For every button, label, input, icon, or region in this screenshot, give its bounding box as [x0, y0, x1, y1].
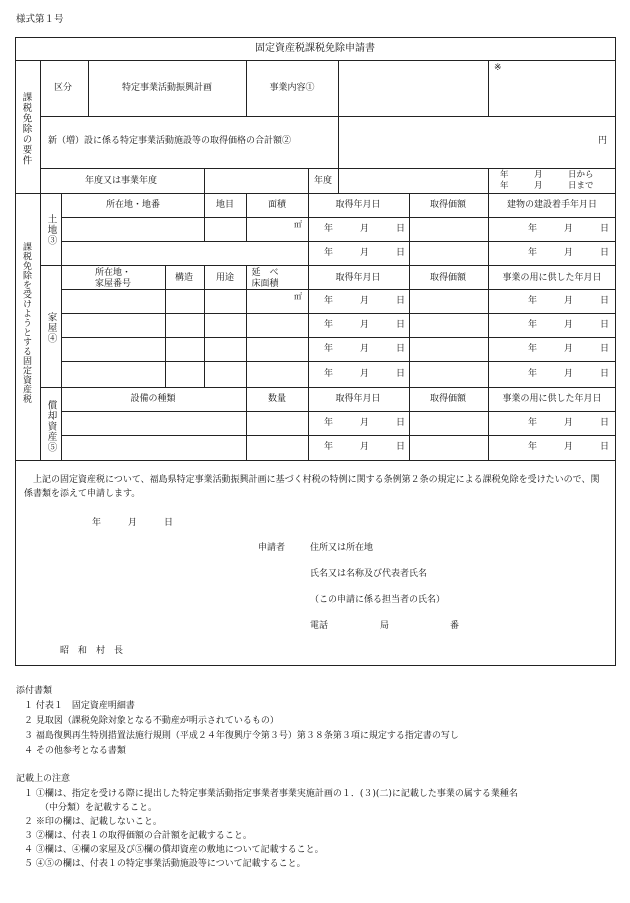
land-header-area: 面積: [267, 200, 287, 210]
requirements-section-label: 課税免除の要件: [20, 92, 32, 166]
date-placeholder: 年 月 日: [528, 442, 610, 452]
applicant-phone: 電話: [310, 621, 329, 631]
house-header-floor-area: [251, 268, 278, 290]
period-to: 年 月 日まで: [500, 181, 594, 191]
form-number: 様式第１号: [16, 14, 64, 25]
house-label: 家屋④: [45, 312, 57, 344]
business-content-field[interactable]: [342, 64, 484, 112]
attachment-item: １ 付表１ 固定資産明細書: [24, 701, 135, 711]
official-use-mark: ※: [494, 63, 502, 73]
house-header-location-text: 所在地・ 家屋番号: [94, 268, 132, 289]
form-title: 固定資産税課税免除申請書: [255, 43, 375, 54]
date-placeholder: 年 月 日: [324, 224, 406, 234]
depr-header-acq-date: 取得年月日: [335, 394, 381, 404]
category-label: 区分: [53, 83, 73, 93]
date-placeholder: 年 月 日: [324, 418, 406, 428]
date-placeholder: 年 月 日: [324, 248, 406, 258]
land-label: 土地③: [45, 214, 57, 246]
depreciable-label: 償却資産⑤: [45, 400, 57, 453]
date-placeholder: 年 月 日: [324, 442, 406, 452]
notes-title: 記載上の注意: [16, 774, 71, 784]
attachment-item: ２ 見取図（課税免除対象となる不動産が明示されているもの）: [24, 716, 279, 726]
date-placeholder: 年 月 日: [528, 248, 610, 258]
applicant-phone-exchange: 局: [380, 621, 390, 631]
note-item: （中分類）を記載すること。: [40, 803, 158, 813]
application-date: 年 月 日: [92, 518, 174, 528]
applicant-label: 申請者: [258, 543, 286, 553]
note-item: ４ ③欄は、④欄の家屋及び⑤欄の償却資産の敷地について記載すること。: [24, 845, 324, 855]
acquisition-total-label: 新（増）設に係る特定事業活動施設等の取得価格の合計額②: [48, 136, 292, 146]
applicant-phone-number: 番: [450, 621, 460, 631]
house-header-location: [95, 268, 131, 290]
date-placeholder: 年 月 日: [324, 369, 406, 379]
house-area-unit: ㎡: [294, 292, 302, 301]
land-area-unit: ㎡: [294, 220, 302, 229]
date-placeholder: 年 月 日: [528, 320, 610, 330]
depr-header-quantity: 数量: [267, 394, 287, 404]
house-header-floor-area-text: 延 べ 床面積: [251, 268, 279, 289]
applicant-address: 住所又は所在地: [310, 543, 374, 553]
date-placeholder: 年 月 日: [324, 296, 406, 306]
note-item: ２ ※印の欄は、記載しないこと。: [24, 817, 162, 827]
period-from: 年 月 日から: [500, 170, 594, 180]
date-placeholder: 年 月 日: [528, 224, 610, 234]
house-header-business-use-date: 事業の用に供した年月日: [502, 273, 602, 283]
attachments-title: 添付書類: [16, 686, 53, 696]
land-header-location: 所在地・地番: [105, 200, 161, 210]
date-placeholder: 年 月 日: [324, 344, 406, 354]
date-placeholder: 年 月 日: [528, 344, 610, 354]
land-header-acq-price: 取得価額: [429, 200, 467, 210]
attachment-item: ３ 福島復興再生特別措置法施行規則（平成２４年復興庁令第３号）第３８条第３項に規定する指定書の写し: [24, 731, 459, 741]
date-placeholder: 年 月 日: [324, 320, 406, 330]
declaration-text: [24, 473, 604, 501]
attachment-item: ４ その他参考となる書類: [24, 746, 126, 756]
note-item: ３ ②欄は、付表１の取得価額の合計額を記載すること。: [24, 831, 252, 841]
nendo-label: 年度: [313, 176, 333, 186]
assets-section-label: 課税免除を受けようとする固定資産税: [21, 242, 31, 404]
house-header-acq-date: 取得年月日: [335, 273, 381, 283]
fiscal-year-label: 年度又は事業年度: [84, 176, 158, 186]
house-header-use: 用途: [215, 273, 235, 283]
applicant-name: 氏名又は名称及び代表者氏名: [310, 569, 428, 579]
category-value: 特定事業活動振興計画: [121, 83, 213, 93]
land-header-category: 地目: [215, 200, 235, 210]
yen-unit: 円: [598, 136, 608, 146]
date-placeholder: 年 月 日: [528, 418, 610, 428]
land-header-construction-date: 建物の建設着手年月日: [506, 200, 598, 210]
declaration-body: 上記の固定資産税について、福島県特定事業活動振興計画に基づく村税の特例に関する条例第２条の規定による課税免除を受けたいので、関係書類を添えて申請します。: [24, 475, 600, 499]
business-content-label: 事業内容①: [269, 83, 315, 93]
note-item: ５ ④⑤の欄は、付表１の特定事業活動施設等について記載すること。: [24, 859, 306, 869]
land-header-acq-date: 取得年月日: [335, 200, 381, 210]
depr-header-business-use-date: 事業の用に供した年月日: [502, 394, 602, 404]
addressee: 昭 和 村 長: [60, 646, 124, 656]
note-item: １ ①欄は、指定を受ける際に提出した特定事業活動指定事業者事業実施計画の１．(３)(二)に記載した事業の属する業種名: [24, 789, 518, 799]
depr-header-acq-price: 取得価額: [429, 394, 467, 404]
house-header-structure: 構造: [174, 273, 194, 283]
date-placeholder: 年 月 日: [528, 296, 610, 306]
date-placeholder: 年 月 日: [528, 369, 610, 379]
applicant-contact: （この申請に係る担当者の氏名）: [310, 595, 446, 605]
house-header-acq-price: 取得価額: [429, 273, 467, 283]
depr-header-equipment: 設備の種類: [130, 394, 176, 404]
